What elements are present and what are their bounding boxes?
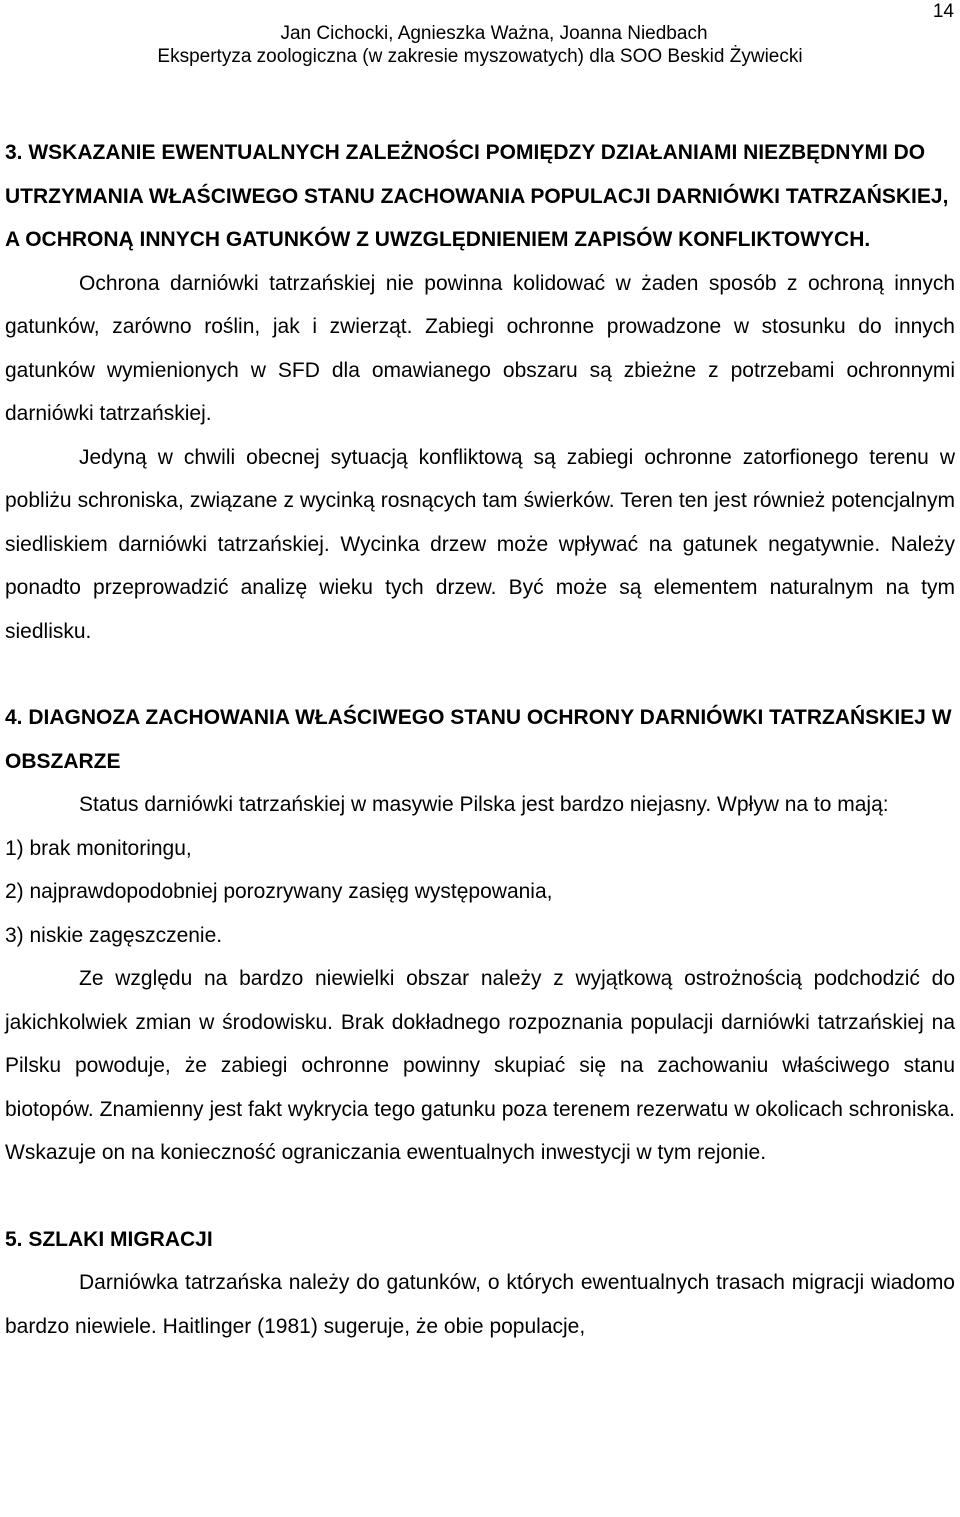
document-body: [5, 131, 955, 1348]
section-4-paragraph-1: Status darniówki tatrzańskiej w masywie Pilska jest bardzo niejasny. Wpływ na to mają:: [79, 793, 889, 816]
section-3-heading: 3. WSKAZANIE EWENTUALNYCH ZALEŻNOŚCI POMIĘDZY DZIAŁANIAMI NIEZBĘDNYMI DO UTRZYMANIA WŁAŚCIWEGO STANU ZACHOWANIA POPULACJI DARNIÓWKI TATRZAŃSKIEJ, A OCHRONĄ INNYCH GATUNKÓW Z UWZGLĘDNIENIEM ZAPISÓW KONFLIKTOWYCH.: [5, 141, 949, 251]
list-item: 3) niskie zagęszczenie.: [5, 923, 223, 947]
running-header: [0, 22, 960, 68]
section-3-paragraph-1: Ochrona darniówki tatrzańskiej nie powinna kolidować w żaden sposób z ochroną innych gatunków, zarówno roślin, jak i zwierząt. Zabiegi ochronne prowadzone w stosunku do innych gatunków wymienionych w SFD dla omawianego obszaru są zbieżne z potrzebami ochronnymi darniówki tatrzańskiej.: [5, 271, 955, 425]
section-5-heading: 5. SZLAKI MIGRACJI: [5, 1227, 213, 1251]
header-title: Ekspertyza zoologiczna (w zakresie myszowatych) dla SOO Beskid Żywiecki: [157, 46, 803, 67]
page-number: 14: [932, 1, 954, 22]
list-item: 1) brak monitoringu,: [5, 836, 192, 860]
header-authors: Jan Cichocki, Agnieszka Ważna, Joanna Niedbach: [280, 23, 708, 44]
section-3-paragraph-2: Jedyną w chwili obecnej sytuacją konfliktową są zabiegi ochronne zatorfionego terenu w pobliżu schroniska, związane z wycinką rosnących tam świerków. Teren ten jest również potencjalnym siedliskiem darniówki tatrzańskiej. Wycinka drzew może wpływać na gatunek negatywnie. Należy ponadto przeprowadzić analizę wieku tych drzew. Być może są elementem naturalnym na tym siedlisku.: [5, 445, 955, 643]
section-4-heading: 4. DIAGNOZA ZACHOWANIA WŁAŚCIWEGO STANU OCHRONY DARNIÓWKI TATRZAŃSKIEJ W OBSZARZE: [5, 706, 952, 773]
section-4-paragraph-2: Ze względu na bardzo niewielki obszar należy z wyjątkową ostrożnością podchodzić do jakichkolwiek zmian w środowisku. Brak dokładnego rozpoznania populacji darniówki tatrzańskiej na Pilsku powoduje, że zabiegi ochronne powinny skupiać się na zachowaniu właściwego stanu biotopów. Znamienny jest fakt wykrycia tego gatunku poza terenem rezerwatu w okolicach schroniska. Wskazuje on na konieczność ograniczania ewentualnych inwestycji w tym rejonie.: [5, 967, 955, 1164]
section-5-paragraph-1: Darniówka tatrzańska należy do gatunków, o których ewentualnych trasach migracji wiadomo bardzo niewiele. Haitlinger (1981) sugeruje, że obie populacje,: [5, 1271, 955, 1338]
list-item: 2) najprawdopodobniej porozrywany zasięg występowania,: [5, 880, 553, 903]
